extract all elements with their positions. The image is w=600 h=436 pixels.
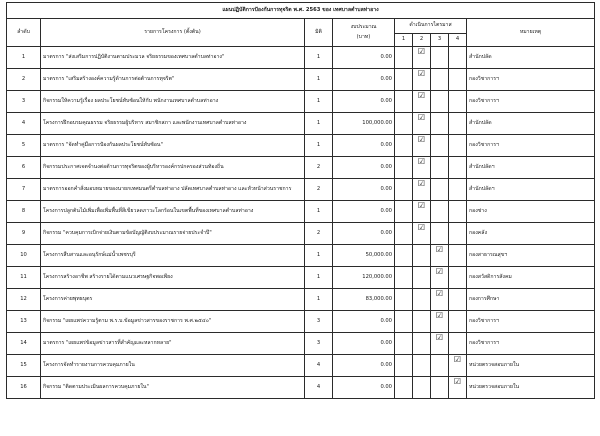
row-no-cell: 9 [7,223,41,245]
row-dimension-cell: 1 [305,47,333,69]
row-remark-cell: กองวิชาการฯ [467,135,595,157]
row-quarter-4-cell [449,289,467,311]
row-remark-cell: สำนักปลัด [467,47,595,69]
row-budget-cell: 0.00 [333,201,395,223]
row-quarter-3-cell [431,311,449,333]
row-quarter-3-cell [431,333,449,355]
row-quarter-3-cell [431,267,449,289]
row-dimension-cell: 4 [305,355,333,377]
row-remark-cell: กองวิชาการฯ [467,69,595,91]
table-row [7,245,595,267]
row-quarter-1-cell [395,333,413,355]
table-body [7,47,595,399]
row-quarter-2-cell [413,355,431,377]
check-mark-icon: ☑ [417,201,426,210]
row-project-cell: มาตรการ "ส่งเสริมการปฏิบัติงานตามประมวล จริยธรรมของเทศบาลตำบลท่าอาง" [41,47,305,69]
row-quarter-2-cell [413,179,431,201]
row-remark-cell: กองวิชาการฯ [467,333,595,355]
row-quarter-2-cell [413,47,431,69]
row-quarter-4-cell [449,311,467,333]
row-quarter-3-cell [431,223,449,245]
row-quarter-2-cell [413,267,431,289]
row-no-cell: 11 [7,267,41,289]
row-project-cell: โครงการฝึกอบรมคุณธรรม จริยธรรมผู้บริหาร สมาชิกสภา และพนักงานเทศบาลตำบลท่าอาง [41,113,305,135]
check-mark-icon: ☑ [435,267,444,276]
row-project-cell: โครงการปลูกต้นไม้เพิ่มเพื่อเพิ่มพื้นที่สีเขียวลดภาวะโลกร้อนในเขตพื้นที่ของเทศบาลตำบลท่าอาง [41,201,305,223]
row-project-cell: กิจกรรมประกาศเจตจำนงต่อต้านการทุจริตของผู้บริหารองค์กรปกครองส่วนท้องถิ่น [41,157,305,179]
row-dimension-cell: 1 [305,201,333,223]
row-quarter-3-cell [431,135,449,157]
row-quarter-2-cell [413,311,431,333]
row-quarter-3-cell [431,377,449,399]
row-no-cell: 2 [7,69,41,91]
row-quarter-4-cell [449,157,467,179]
check-mark-icon: ☑ [435,333,444,342]
row-quarter-3-cell [431,113,449,135]
row-no-cell: 6 [7,157,41,179]
row-quarter-1-cell [395,377,413,399]
row-no-cell: 8 [7,201,41,223]
header-quarter-1: 1 [395,34,413,47]
row-budget-cell: 100,000.00 [333,113,395,135]
row-budget-cell: 0.00 [333,377,395,399]
row-dimension-cell: 2 [305,179,333,201]
check-mark-icon: ☑ [435,311,444,320]
row-quarter-3-cell [431,69,449,91]
row-quarter-4-cell [449,355,467,377]
row-quarter-4-cell [449,47,467,69]
row-budget-cell: 0.00 [333,223,395,245]
row-project-cell: มาตรการออกคำสั่งมอบหมายของนายกเทศมนตรีตำบลท่าอาง ปลัดเทศบาลตำบลท่าอาง และหัวหน้าส่วนราชการ [41,179,305,201]
row-remark-cell: หน่วยตรวจสอบภายใน [467,377,595,399]
row-budget-cell: 0.00 [333,333,395,355]
check-mark-icon: ☑ [453,355,462,364]
row-quarter-4-cell [449,201,467,223]
row-project-cell: มาตรการ "จัดทำคู่มือการป้องกันผลประโยชน์ทับซ้อน" [41,135,305,157]
row-quarter-2-cell [413,333,431,355]
row-project-cell: มาตรการ "เผยแพร่ข้อมูลข่าวสารที่สำคัญและหลากหลาย" [41,333,305,355]
row-quarter-1-cell [395,157,413,179]
row-quarter-2-cell [413,377,431,399]
row-quarter-4-cell [449,267,467,289]
row-quarter-4-cell [449,223,467,245]
row-dimension-cell: 2 [305,223,333,245]
table-row [7,47,595,69]
row-budget-cell: 0.00 [333,135,395,157]
row-quarter-1-cell [395,69,413,91]
table-row [7,113,595,135]
row-project-cell: กิจกรรม "เผยแพร่ความรู้ตาม พ.ร.บ.ข้อมูลข่าวสารของราชการ พ.ศ.๒๕๔๐" [41,311,305,333]
row-no-cell: 5 [7,135,41,157]
row-budget-cell: 0.00 [333,47,395,69]
row-budget-cell: 0.00 [333,157,395,179]
row-project-cell: โครงการจัดทำรายงานการควบคุมภายใน [41,355,305,377]
row-project-cell: โครงการสร้างอาชีพ สร้างรายได้ตามแนวเศรษฐกิจพอเพียง [41,267,305,289]
row-quarter-1-cell [395,113,413,135]
row-budget-cell: 0.00 [333,311,395,333]
row-budget-cell: 50,000.00 [333,245,395,267]
table-row [7,179,595,201]
row-remark-cell: หน่วยตรวจสอบภายใน [467,355,595,377]
header-budget-label: งบประมาณ [350,23,377,30]
row-quarter-3-cell [431,47,449,69]
header-remark: หมายเหตุ [467,19,595,47]
row-remark-cell: กองสาธารณสุขฯ [467,245,595,267]
row-project-cell: มาตรการ "เสริมสร้างองค์ความรู้ด้านการต่อต้านการทุจริต" [41,69,305,91]
row-remark-cell: กองสวัสดิการสังคม [467,267,595,289]
check-mark-icon: ☑ [417,135,426,144]
check-mark-icon: ☑ [453,377,462,386]
header-dimension: มิติ [305,19,333,47]
table-row [7,69,595,91]
row-quarter-2-cell [413,157,431,179]
row-budget-cell: 0.00 [333,69,395,91]
row-dimension-cell: 1 [305,267,333,289]
row-project-cell: กิจกรรม "ควบคุมการเบิกจ่ายเงินตามข้อบัญญัติงบประมาณรายจ่ายประจำปี" [41,223,305,245]
table-row [7,355,595,377]
row-quarter-3-cell [431,355,449,377]
row-no-cell: 12 [7,289,41,311]
header-quarter-4: 4 [449,34,467,47]
row-quarter-3-cell [431,157,449,179]
row-remark-cell: สำนักปลัดฯ [467,157,595,179]
check-mark-icon: ☑ [435,289,444,298]
check-mark-icon: ☑ [435,245,444,254]
row-quarter-3-cell [431,245,449,267]
row-quarter-2-cell [413,245,431,267]
check-mark-icon: ☑ [417,223,426,232]
row-budget-cell: 83,000.00 [333,289,395,311]
row-quarter-4-cell [449,91,467,113]
table-title: แผนปฏิบัติการป้องกันการทุจริต พ.ศ. 2563 ของ เทศบาลตำบลท่าอาง [7,3,595,19]
row-quarter-4-cell [449,135,467,157]
check-mark-icon: ☑ [417,69,426,78]
table-row [7,267,595,289]
row-dimension-cell: 1 [305,91,333,113]
row-quarter-1-cell [395,245,413,267]
row-no-cell: 7 [7,179,41,201]
table-row [7,333,595,355]
row-quarter-1-cell [395,201,413,223]
row-quarter-2-cell [413,113,431,135]
anti-corruption-plan-table [6,2,595,399]
table-row [7,289,595,311]
row-no-cell: 1 [7,47,41,69]
row-remark-cell: กองช่าง [467,201,595,223]
row-quarter-1-cell [395,47,413,69]
row-no-cell: 16 [7,377,41,399]
check-mark-icon: ☑ [417,91,426,100]
table-row [7,311,595,333]
row-project-cell: กิจกรรม "ติดตามประเมินผลการควบคุมภายใน" [41,377,305,399]
header-project: รายการโครงการ (ตั้งต้น) [41,19,305,47]
row-quarter-2-cell [413,289,431,311]
row-dimension-cell: 2 [305,157,333,179]
row-project-cell: โครงการสืบสานและอนุรักษ์แม่น้ำเพชรบุรี [41,245,305,267]
row-quarter-1-cell [395,289,413,311]
row-no-cell: 13 [7,311,41,333]
document-sheet [6,2,594,434]
row-quarter-3-cell [431,91,449,113]
row-project-cell: โครงการค่ายพุทธบุตร [41,289,305,311]
row-quarter-4-cell [449,179,467,201]
table-row [7,157,595,179]
row-quarter-1-cell [395,311,413,333]
header-quarter-3: 3 [431,34,449,47]
row-budget-cell: 0.00 [333,91,395,113]
row-quarter-2-cell [413,223,431,245]
header-budget-unit: (บาท) [356,33,371,40]
header-no: ลำดับ [7,19,41,47]
header-quarter-2: 2 [413,34,431,47]
row-dimension-cell: 1 [305,245,333,267]
row-dimension-cell: 1 [305,69,333,91]
row-no-cell: 3 [7,91,41,113]
row-quarter-2-cell [413,91,431,113]
row-quarter-2-cell [413,69,431,91]
header-budget [333,19,395,47]
row-remark-cell: สำนักปลัดฯ [467,179,595,201]
table-row [7,91,595,113]
row-quarter-1-cell [395,355,413,377]
check-mark-icon: ☑ [417,179,426,188]
row-quarter-3-cell [431,201,449,223]
header-quarter-group: ดำเนินการไตรมาส [395,19,467,34]
row-quarter-4-cell [449,245,467,267]
row-remark-cell: กองคลัง [467,223,595,245]
table-row [7,223,595,245]
check-mark-icon: ☑ [417,47,426,56]
row-remark-cell: สำนักปลัด [467,113,595,135]
row-quarter-3-cell [431,289,449,311]
row-quarter-4-cell [449,377,467,399]
row-quarter-3-cell [431,179,449,201]
row-dimension-cell: 1 [305,289,333,311]
row-dimension-cell: 1 [305,135,333,157]
row-no-cell: 10 [7,245,41,267]
table-row [7,135,595,157]
row-quarter-4-cell [449,69,467,91]
row-quarter-1-cell [395,91,413,113]
row-budget-cell: 0.00 [333,179,395,201]
row-quarter-4-cell [449,333,467,355]
check-mark-icon: ☑ [417,113,426,122]
row-dimension-cell: 3 [305,311,333,333]
row-quarter-2-cell [413,201,431,223]
check-mark-icon: ☑ [417,157,426,166]
row-remark-cell: กองวิชาการฯ [467,91,595,113]
row-quarter-2-cell [413,135,431,157]
table-row [7,201,595,223]
row-dimension-cell: 1 [305,113,333,135]
row-budget-cell: 120,000.00 [333,267,395,289]
row-no-cell: 15 [7,355,41,377]
row-quarter-1-cell [395,223,413,245]
row-quarter-4-cell [449,113,467,135]
row-project-cell: กิจกรรมให้ความรู้เรื่อง ผลประโยชน์ทับซ้อนให้กับ พนักงานเทศบาลตำบลท่าอาง [41,91,305,113]
row-dimension-cell: 3 [305,333,333,355]
row-dimension-cell: 4 [305,377,333,399]
row-quarter-1-cell [395,179,413,201]
row-budget-cell: 0.00 [333,355,395,377]
row-quarter-1-cell [395,135,413,157]
row-remark-cell: กองการศึกษา [467,289,595,311]
table-row [7,377,595,399]
row-quarter-1-cell [395,267,413,289]
row-no-cell: 4 [7,113,41,135]
row-no-cell: 14 [7,333,41,355]
row-remark-cell: กองวิชาการฯ [467,311,595,333]
